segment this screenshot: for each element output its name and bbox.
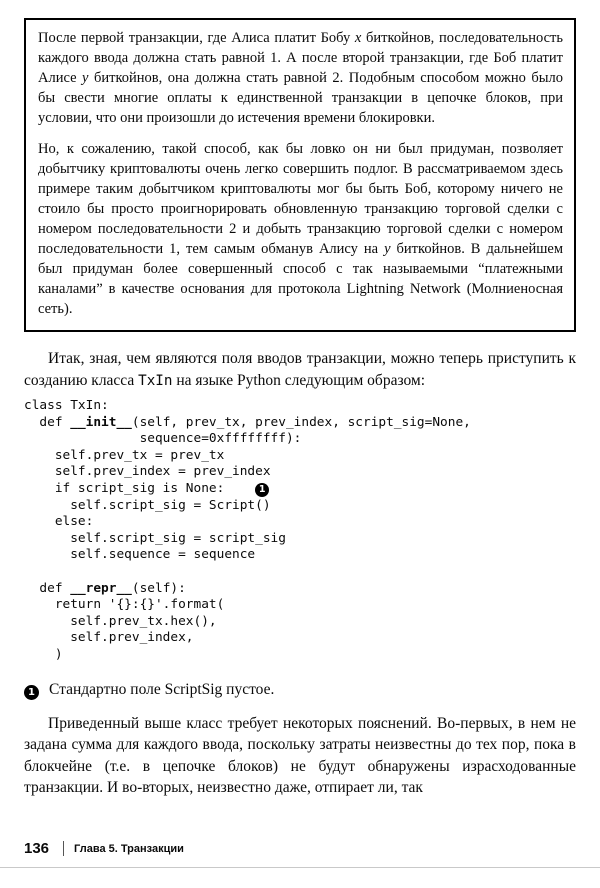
code-line: )	[24, 646, 63, 662]
code-line: def __init__(self, prev_tx, prev_index, script_sig=None,	[24, 414, 471, 430]
note-paragraph-1: После первой транзакции, где Алиса платит Бобу x биткойнов, последовательность каждого ввода должна стать равной 1. А после второй транзакции, где Боб платит Алисе y биткойнов, она должна стать равной 2. Подобным способом можно было бы свести многие оплаты к единственной транзакции в цепочке блоков, при условии, что они произошли до истечения времени блокировки.	[38, 30, 563, 126]
closing-paragraph: Приведенный выше класс требует некоторых пояснений. Во-первых, в нем не задана сумма для каждого ввода, поскольку затраты неизвестны до тех пор, пока в блокчейне (т.е. в цепочке блоков) не будут обнаружены израсходованные транзакции. И во-вторых, неизвестно даже, отпирает ли, так	[24, 714, 576, 796]
code-line: self.script_sig = Script()	[24, 497, 271, 513]
code-line: self.sequence = sequence	[24, 547, 256, 563]
code-line: if script_sig is None: 1	[24, 481, 576, 498]
python-code-block	[24, 398, 576, 664]
code-annotation	[24, 679, 576, 700]
code-line: return '{}:{}'.format(	[24, 597, 225, 613]
code-line: class TxIn:	[24, 398, 109, 413]
code-line: self.prev_tx.hex(),	[24, 613, 217, 629]
footer-divider	[63, 841, 64, 856]
code-line	[24, 564, 576, 581]
code-line: self.prev_tx = prev_tx	[24, 447, 225, 463]
bordered-note-box	[24, 18, 576, 332]
code-line: def __repr__(self):	[24, 580, 186, 596]
page-number: 136	[24, 840, 50, 857]
chapter-title: Глава 5. Транзакции	[74, 842, 184, 855]
callout-1-icon: 1	[24, 685, 39, 700]
intro-paragraph: Итак, зная, чем являются поля вводов транзакции, можно теперь приступить к созданию класса TxIn на языке Python следующим образом:	[24, 350, 576, 389]
code-line: self.script_sig = script_sig	[24, 530, 286, 546]
note-paragraph-2: Но, к сожалению, такой способ, как бы ловко он ни был придуман, позволяет добытчику криптовалюты очень легко совершить подлог. В рассматриваемом здесь примере таким добытчиком криптовалюты мог бы быть Боб, которому ничего не стоило бы просто проигнорировать обновленную транзакцию торговой сделки с номером последовательности 2 и добыть транзакцию торговой сделки с номером последовательности 1, тем самым обманув Алису на y биткойнов. В дальнейшем был придуман более совершенный способ с так называемыми “платежными каналами” в качестве основания для протокола Lightning Network (Молниеносная сеть).	[38, 141, 563, 317]
page-footer	[0, 840, 600, 868]
code-annotation-text: Стандартно поле ScriptSig пустое.	[49, 680, 275, 698]
code-line: else:	[24, 514, 94, 530]
code-line: sequence=0xffffffff):	[24, 431, 302, 447]
code-line: self.prev_index = prev_index	[24, 464, 271, 480]
code-line: self.prev_index,	[24, 630, 194, 646]
